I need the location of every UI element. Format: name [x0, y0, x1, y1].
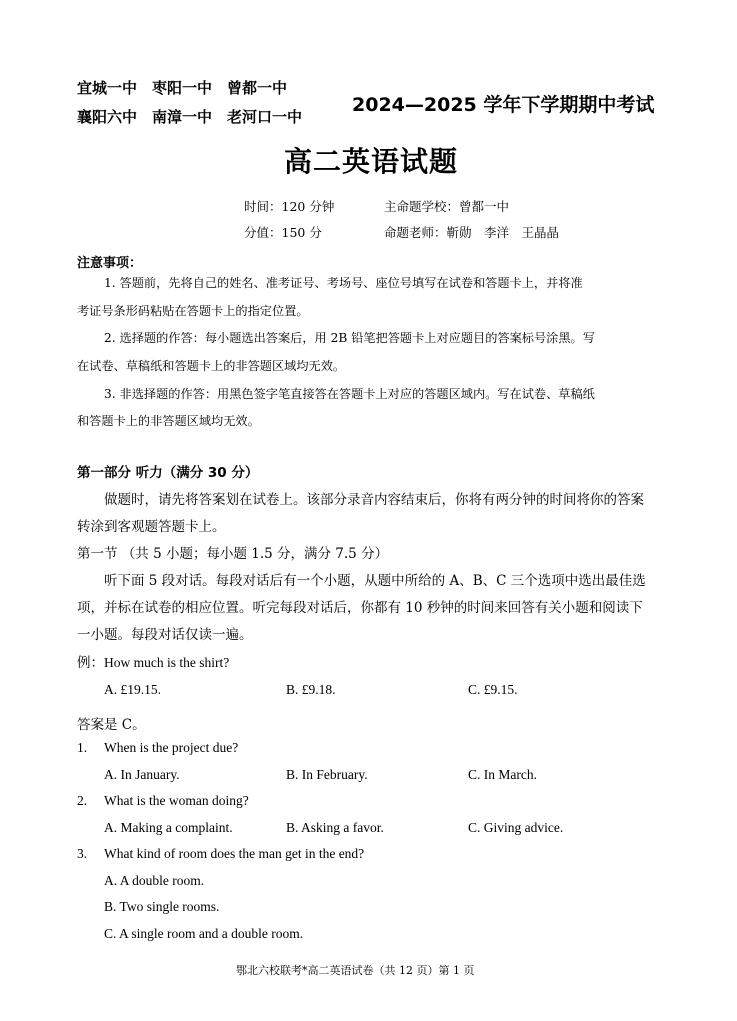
part1-heading: 第一部分 听力（满分 30 分） [77, 465, 259, 481]
example-option-b: B. £9.18. [286, 682, 336, 697]
question-3-text: What kind of room does the man get in the end? [104, 846, 365, 861]
schools-line-1: 宜城一中 枣阳一中 曾都一中 [77, 79, 288, 97]
notice-item-1-line-2: 考证号条形码粘贴在答题卡上的指定位置。 [77, 304, 309, 318]
section1-instr-line-1: 听下面 5 段对话。每段对话后有一个小题，从题中所给的 A、B、C 三个选项中选出最佳选 [104, 573, 646, 589]
schools-line-2: 襄阳六中 南漳一中 老河口一中 [77, 108, 303, 126]
question-2-number: 2. [77, 793, 88, 808]
exam-title: 2024—2025 学年下学期期中考试 [352, 94, 655, 116]
question-3-option-b: B. Two single rooms. [104, 899, 220, 914]
question-1-option-c: C. In March. [468, 767, 537, 782]
question-3-option-c: C. A single room and a double room. [104, 926, 304, 941]
section1-instr-line-3: 一小题。每段对话仅读一遍。 [77, 627, 253, 643]
example-option-c: C. £9.15. [468, 682, 518, 697]
question-3-option-a: A. A double room. [104, 873, 205, 888]
notice-item-1-line-1: 1. 答题前，先将自己的姓名、准考证号、考场号、座位号填写在试卷和答题卡上，并将准 [104, 276, 583, 290]
section1-instr-line-2: 项，并标在试卷的相应位置。听完每段对话后，你都有 10 秒钟的时间来回答有关小题和阅读下 [77, 600, 643, 616]
question-1-option-a: A. In January. [104, 767, 180, 782]
question-1-number: 1. [77, 740, 88, 755]
part1-intro-line-2: 转涂到客观题答题卡上。 [77, 519, 226, 535]
exam-score: 分值：150 分 [244, 225, 322, 240]
notice-item-2-line-2: 在试卷、草稿纸和答题卡上的非答题区域均无效。 [77, 359, 346, 373]
notice-item-3-line-2: 和答题卡上的非答题区域均无效。 [77, 414, 260, 428]
main-title: 高二英语试题 [284, 145, 459, 178]
question-2-option-b: B. Asking a favor. [286, 820, 384, 835]
part1-intro-line-1: 做题时，请先将答案划在试卷上。该部分录音内容结束后，你将有两分钟的时间将你的答案 [104, 492, 644, 508]
example-answer: 答案是 C。 [77, 717, 146, 733]
notice-item-2-line-1: 2. 选择题的作答：每小题选出答案后，用 2B 铅笔把答题卡上对应题目的答案标号涂黑。写 [104, 331, 595, 345]
example-option-a: A. £19.15. [104, 682, 161, 697]
question-2-option-a: A. Making a complaint. [104, 820, 233, 835]
exam-teachers: 命题老师：靳勋 李洋 王晶晶 [384, 225, 560, 240]
page-footer: 鄂北六校联考*高二英语试卷（共 12 页）第 1 页 [236, 964, 475, 977]
exam-time: 时间：120 分钟 [244, 199, 335, 214]
lead-school: 主命题学校：曾都一中 [384, 199, 510, 214]
question-2-option-c: C. Giving advice. [468, 820, 564, 835]
question-3-number: 3. [77, 846, 88, 861]
notice-heading: 注意事项： [77, 256, 143, 271]
question-2-text: What is the woman doing? [104, 793, 249, 808]
question-1-option-b: B. In February. [286, 767, 368, 782]
question-1-text: When is the project due? [104, 740, 239, 755]
example-question: 例：How much is the shirt? [77, 655, 230, 670]
notice-item-3-line-1: 3. 非选择题的作答：用黑色签字笔直接答在答题卡上对应的答题区域内。写在试卷、草稿纸 [104, 387, 595, 401]
section1-title: 第一节 （共 5 小题；每小题 1.5 分，满分 7.5 分） [77, 546, 389, 562]
